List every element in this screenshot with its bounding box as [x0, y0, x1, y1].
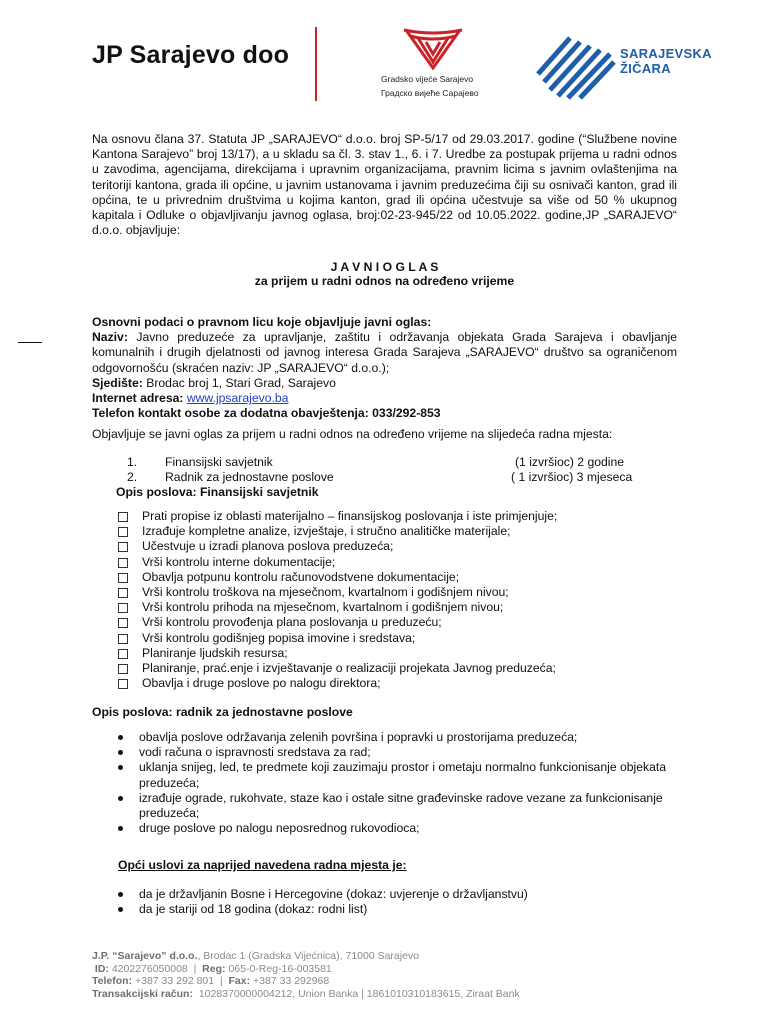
list-item: Učestvuje u izradi planova poslova preduzeća; [118, 539, 678, 554]
list-item: Obavlja potpunu kontrolu računovodstvene dokumentacije; [118, 570, 678, 585]
cable-car-logo-icon [536, 34, 616, 100]
bullet-icon [118, 826, 123, 831]
naziv-label: Naziv: [92, 330, 128, 345]
duties-simple-list [118, 730, 678, 836]
checkbox-icon [118, 679, 128, 689]
positions-list [127, 455, 647, 485]
list-item: uklanja snijeg, led, te predmete koji zauzimaju prostor i ometaju normalno funkcionisanje objekata preduzeća; [118, 760, 678, 790]
position-term: ( 1 izvršioc) 3 mjeseca [511, 470, 633, 484]
website-link[interactable]: www.jpsarajevo.ba [186, 391, 289, 406]
position-num: 2. [127, 470, 138, 484]
list-item: Vrši kontrolu prihoda na mjesečnom, kvartalnom i godišnjem nivou; [118, 600, 678, 615]
page-subtitle: za prijem u radni odnos na određeno vrijeme [254, 274, 515, 288]
naziv-value: Javno preduzeće za upravljanje, zaštitu i održavanja objekata Grada Sarajeva i obavljanje komunalnih i drugih djelatnosti od javnog interesa Grada Sarajeva „SARAJEVO“ društvo sa ograničenom odgovornošću (skraćen naziv: JP „SARAJEVO“ d.o.o.); [92, 330, 677, 375]
footer-id-line: ID: 4202276050008 | Reg: 065-0-Reg-16-003581 [94, 962, 332, 975]
position-item [127, 455, 647, 470]
list-item: izrađuje ograde, rukohvate, staze kao i ostale sitne građevinske radove vezane za funkcionisanje preduzeća; [118, 791, 678, 821]
bullet-icon [118, 735, 123, 740]
header-divider [315, 27, 317, 101]
checkbox-icon [118, 558, 128, 568]
checkbox-icon [118, 512, 128, 522]
bullet-icon [118, 907, 123, 912]
duties-fin-heading: Opis poslova: Finansijski savjetnik [116, 485, 319, 499]
checkbox-icon [118, 634, 128, 644]
list-item: da je državljanin Bosne i Hercegovine (dokaz: uvjerenje o državljanstvu) [118, 887, 678, 902]
list-item: Prati propise iz oblasti materijalno – finansijskog poslovanja i iste primjenjuje; [118, 509, 678, 524]
checkbox-icon [118, 649, 128, 659]
checkbox-icon [118, 542, 128, 552]
org-name: JP Sarajevo doo [92, 41, 290, 69]
checkbox-icon [118, 603, 128, 613]
list-item: vodi računa o ispravnosti sredstava za rad; [118, 745, 678, 760]
list-item: Planiranje ljudskih resursa; [118, 646, 678, 661]
sjediste-value: Brodac broj 1, Stari Grad, Sarajevo [146, 375, 336, 390]
general-conditions-heading: Opći uslovi za naprijed navedena radna mjesta je: [118, 858, 407, 872]
duties-simple-heading: Opis poslova: radnik za jednostavne poslove [92, 705, 353, 719]
cable-car-line2: ŽIČARA [620, 61, 671, 76]
contact-phone: Telefon kontakt osobe za dodatna obavještenja: 033/292-853 [92, 406, 441, 421]
list-item: Vrši kontrolu interne dokumentacije; [118, 555, 678, 570]
web-label: Internet adresa: [92, 391, 184, 406]
list-item: druge poslove po nalogu neposrednog rukovodioca; [118, 821, 678, 836]
checkbox-icon [118, 618, 128, 628]
list-item: Vrši kontrolu troškova na mjesečnom, kvartalnom i godišnjem nivou; [118, 585, 678, 600]
bullet-icon [118, 765, 123, 770]
city-council-latin: Gradsko vijeće Sarajevo [381, 74, 474, 84]
checkbox-icon [118, 664, 128, 674]
list-item: obavlja poslove održavanja zelenih površina i popravki u prostorijama preduzeća; [118, 730, 678, 745]
city-council-name [381, 72, 479, 100]
basic-info-section [92, 315, 677, 421]
list-item: Vrši kontrolu godišnjeg popisa imovine i sredstava; [118, 631, 678, 646]
footer-phone-line: Telefon: +387 33 292 801 | Fax: +387 33 292968 [92, 975, 330, 988]
list-item: Obavlja i druge poslove po nalogu direktora; [118, 676, 678, 691]
positions-intro: Objavljuje se javni oglas za prijem u radni odnos na određeno vrijeme na slijedeća radna mjesta: [92, 427, 613, 441]
sjediste-label: Sjedište: [92, 375, 143, 390]
web-row [92, 391, 677, 406]
footer-address-line [92, 950, 520, 963]
general-conditions-list [118, 887, 678, 917]
list-item: Izrađuje kompletne analize, izvještaje, i stručno analitičke materijale; [118, 524, 678, 539]
duties-fin-list [118, 509, 678, 691]
margin-mark [18, 342, 42, 343]
city-council-logo-icon [402, 28, 464, 70]
bullet-icon [118, 796, 123, 801]
position-item [127, 470, 647, 485]
position-term: (1 izvršioc) 2 godine [515, 455, 625, 469]
city-council-cyrillic: Градско вијеће Сарајево [381, 88, 479, 98]
basic-info-heading: Osnovni podaci o pravnom licu koje objavljuje javni oglas: [92, 315, 432, 329]
sjediste-row [92, 376, 677, 391]
cable-car-line1: SARAJEVSKA [620, 46, 712, 61]
position-name: Radnik za jednostavne poslove [165, 470, 334, 484]
list-item: da je stariji od 18 godina (dokaz: rodni list) [118, 902, 678, 917]
list-item: Vrši kontrolu provođenja plana poslovanja u preduzeću; [118, 615, 678, 630]
position-num: 1. [127, 455, 138, 469]
page-footer [92, 950, 520, 1001]
cable-car-name [620, 46, 712, 76]
checkbox-icon [118, 588, 128, 598]
bullet-icon [118, 892, 123, 897]
position-name: Finansijski savjetnik [165, 455, 273, 469]
naziv-row [92, 330, 677, 376]
footer-address: , Brodac 1 (Gradska Vijećnica), 71000 Sarajevo [197, 950, 420, 962]
checkbox-icon [118, 527, 128, 537]
list-item: Planiranje, prać.enje i izvještavanje o realizaciji projekata Javnog preduzeća; [118, 661, 678, 676]
intro-paragraph: Na osnovu člana 37. Statuta JP „SARAJEVO“ d.o.o. broj SP-5/17 od 29.03.2017. godine (“Službene novine Kantona Sarajevo” broj 13/17), a u skladu sa čl. 3. stav 1., 6. i 7. Uredbe za postupak prijema u radni odnos u zavodima, agencijama, direkcijama i upravnim organizacijama, pravnim licima s javnim ovlaštenjima na teritoriji kantona, grada ili općine, u javnim ustanovama i javnim preduzećima čiji su osnivači kanton, grad ili općina, te u privrednim društvima u kojima kanton, grad ili općina učestvuje sa više od 50 % ukupnog kapitala i Odluke o objavljivanju javnog oglasa, broj:02-23-945/22 od 10.05.2022. godine,JP „SARAJEVO“ d.o.o. objavljuje: [92, 132, 677, 238]
footer-company: J.P. “Sarajevo” d.o.o. [92, 950, 198, 962]
footer-account-line: Transakcijski račun: 1028370000004212, Union Banka | 1861010310183615, Ziraat Bank [92, 988, 520, 1001]
checkbox-icon [118, 573, 128, 583]
bullet-icon [118, 750, 123, 755]
page-title: J A V N I O G L A S [330, 260, 439, 274]
